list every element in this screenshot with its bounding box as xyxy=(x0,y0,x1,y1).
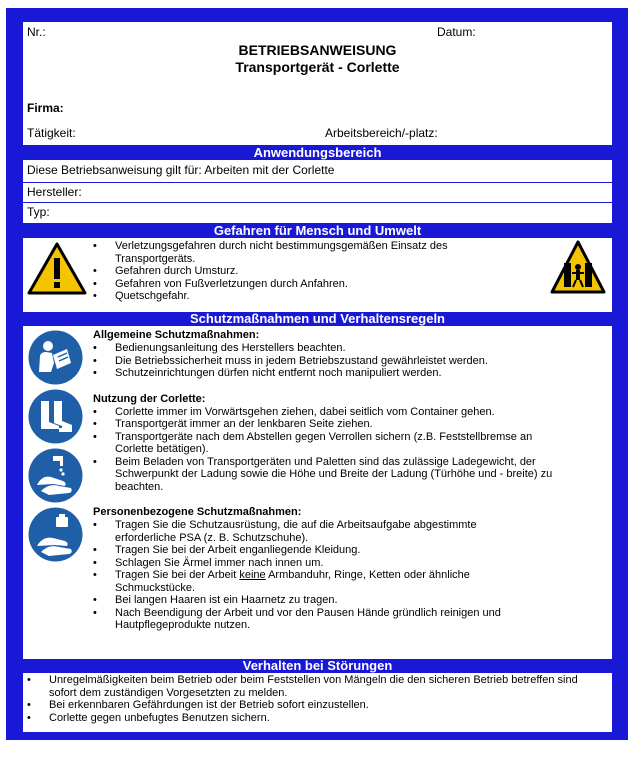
hand-cream-icon xyxy=(27,506,84,563)
list-item: • Nach Beendigung der Arbeit und vor den Pausen Hände gründlich reinigen und Hautpflegeprodukte nutzen. xyxy=(93,607,533,632)
arbeitsbereich-label: Arbeitsbereich/-platz: xyxy=(325,126,438,140)
datum-label: Datum: xyxy=(437,25,476,39)
list-item: • Unregelmäßigkeiten beim Betrieb oder beim Feststellen von Mängeln die den sicheren Betrieb betreffen sind sofort dem zuständigen Vorgesetzten zu melden. xyxy=(27,674,607,699)
list-item: • Tragen Sie bei der Arbeit enganliegende Kleidung. xyxy=(93,544,533,557)
list-item: • Die Betriebssicherheit muss in jedem Betriebszustand gewährleistet werden. xyxy=(93,355,608,368)
section-heading-anwendungsbereich: Anwendungsbereich xyxy=(23,145,612,160)
nr-label: Nr.: xyxy=(27,25,46,39)
hersteller-label: Hersteller: xyxy=(27,185,82,199)
document-frame xyxy=(6,8,628,740)
list-item: • Gefahren durch Umsturz. xyxy=(93,265,493,278)
list-item: • Bei erkennbaren Gefährdungen ist der Betrieb sofort einzustellen. xyxy=(27,699,607,712)
firma-label: Firma: xyxy=(27,101,64,115)
text-segment: Tragen Sie bei der Arbeit xyxy=(115,569,240,581)
list-item: • Schutzeinrichtungen dürfen nicht entfernt noch manipuliert werden. xyxy=(93,367,608,380)
divider xyxy=(23,202,612,203)
typ-label: Typ: xyxy=(27,205,50,219)
section-heading-schutzmassnahmen: Schutzmaßnahmen und Verhaltensregeln xyxy=(23,312,612,326)
allgemein-title: Allgemeine Schutzmaßnahmen: xyxy=(93,329,260,341)
page-title: BETRIEBSANWEISUNG xyxy=(238,42,397,58)
text-segment: Armbanduhr, Ringe, Ketten oder ähnliche Schmuckstücke. xyxy=(115,569,470,594)
section-heading-gefahren: Gefahren für Mensch und Umwelt xyxy=(23,223,612,238)
anwendungsbereich-text: Diese Betriebsanweisung gilt für: Arbeiten mit der Corlette xyxy=(27,163,335,177)
personen-list xyxy=(93,519,533,632)
crush-hazard-icon xyxy=(549,239,607,296)
list-item xyxy=(93,569,533,594)
nutzung-title: Nutzung der Corlette: xyxy=(93,392,206,405)
personen-title: Personenbezogene Schutzmaßnahmen: xyxy=(93,506,302,518)
warning-triangle-icon xyxy=(26,241,88,296)
list-item: • Corlette immer im Vorwärtsgehen ziehen, dabei seitlich vom Container gehen. xyxy=(93,406,553,419)
document-body xyxy=(23,22,612,732)
list-item: • Tragen Sie die Schutzausrüstung, die auf die Arbeitsaufgabe abgestimmte erforderliche PSA (z. B. Schutzschuhe). xyxy=(93,519,533,544)
list-item: • Bedienungsanleitung des Herstellers beachten. xyxy=(93,342,608,355)
safety-boots-icon xyxy=(27,388,84,445)
allgemein-list xyxy=(93,342,608,380)
read-manual-icon xyxy=(27,329,84,386)
stoerungen-list xyxy=(27,674,607,724)
section-heading-stoerungen: Verhalten bei Störungen xyxy=(23,659,612,673)
divider xyxy=(23,182,612,183)
gefahren-list xyxy=(93,240,493,303)
list-item: • Transportgeräte nach dem Abstellen gegen Verrollen sichern (z.B. Feststellbremse an Corlette betätigen). xyxy=(93,431,553,456)
list-item: • Verletzungsgefahren durch nicht bestimmungsgemäßen Einsatz des Transportgeräts. xyxy=(93,240,493,265)
list-item: • Beim Beladen von Transportgeräten und Paletten sind das zulässige Ladegewicht, der Schwerpunkt der Ladung sowie die Höhe und Breite der Ladung (Türhöhe und - breite) zu beachten. xyxy=(93,456,553,494)
list-item: • Schlagen Sie Ärmel immer nach innen um. xyxy=(93,557,533,570)
list-item: • Transportgerät immer an der lenkbaren Seite ziehen. xyxy=(93,418,553,431)
list-item: • Gefahren von Fußverletzungen durch Anfahren. xyxy=(93,278,493,291)
list-item: • Bei langen Haaren ist ein Haarnetz zu tragen. xyxy=(93,594,533,607)
taetigkeit-label: Tätigkeit: xyxy=(27,126,76,140)
list-item: • Quetschgefahr. xyxy=(93,290,493,303)
list-item: • Corlette gegen unbefugtes Benutzen sichern. xyxy=(27,712,607,725)
page-subtitle: Transportgerät - Corlette xyxy=(235,59,400,75)
wash-hands-icon xyxy=(27,447,84,504)
emphasis-keine: keine xyxy=(239,569,266,581)
schutz-content xyxy=(93,329,608,632)
nutzung-list xyxy=(93,406,553,494)
